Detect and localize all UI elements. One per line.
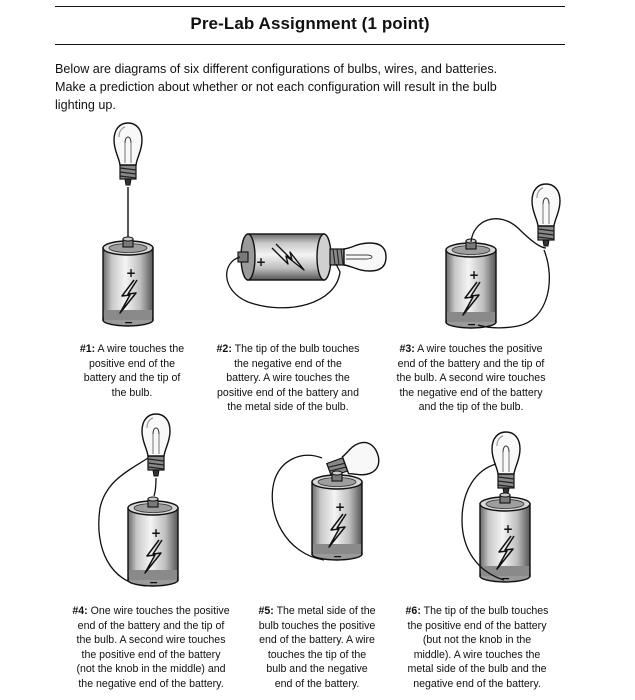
caption-3-line: end of the battery and the tip of [397, 357, 545, 370]
battery-bulb-diagram-5 [262, 430, 392, 590]
caption-4-line: the negative end of the battery. [78, 677, 224, 690]
caption-6-line: negative end of the battery. [413, 677, 541, 690]
caption-6-line: The tip of the bulb touches [423, 605, 549, 617]
caption-6-line: middle). A wire touches the [413, 648, 541, 661]
top-rule [55, 6, 565, 7]
caption-1-line: battery and the tip of [83, 372, 181, 385]
caption-5-number: #5: [258, 605, 274, 617]
caption-5-line: bulb touches the positive [258, 619, 376, 632]
title-rule [55, 44, 565, 45]
caption-4 [58, 604, 244, 692]
caption-5-line: bulb and the negative [266, 663, 368, 676]
caption-6 [388, 604, 566, 692]
caption-1-line: the bulb. [111, 386, 153, 399]
battery-bulb-diagram-6 [440, 430, 570, 600]
caption-4-line: the positive end of the battery [81, 648, 221, 661]
caption-2-line: battery. A wire touches the [226, 372, 350, 385]
caption-2-line: The tip of the bulb touches [234, 343, 360, 355]
caption-1-line: positive end of the [89, 357, 175, 370]
caption-3-number: #3: [399, 343, 415, 355]
caption-2 [200, 342, 376, 415]
page-title: Pre-Lab Assignment (1 point) [190, 14, 430, 33]
caption-1 [62, 342, 202, 400]
caption-5 [244, 604, 390, 692]
caption-6-line: the positive end of the battery [407, 619, 547, 632]
caption-3 [378, 342, 564, 415]
caption-6-line: metal side of the bulb and the [407, 663, 547, 676]
caption-5-line: end of the battery. [274, 677, 360, 690]
caption-5-line: The metal side of the [276, 605, 376, 617]
caption-4-line: end of the battery and the tip of [77, 619, 225, 632]
intro-text [55, 60, 565, 114]
caption-3-line: and the tip of the bulb. [418, 401, 524, 414]
caption-6-number: #6: [405, 605, 421, 617]
battery-bulb-diagram-1 [70, 112, 190, 337]
intro-line-2: Make a prediction about whether or not each configuration will result in the bulb [55, 80, 497, 94]
caption-1-line: A wire touches the [97, 343, 185, 355]
caption-2-line: the metal side of the bulb. [227, 401, 349, 414]
caption-6-line: (but not the knob in the [422, 634, 532, 647]
caption-5-line: touches the tip of the [267, 648, 367, 661]
caption-3-line: the bulb. A second wire touches [396, 372, 546, 385]
caption-4-number: #4: [72, 605, 88, 617]
battery-bulb-diagram-3 [418, 170, 568, 340]
intro-line-3: lighting up. [55, 98, 116, 112]
caption-2-line: positive end of the battery and [217, 386, 359, 399]
caption-3-line: the negative end of the battery [399, 386, 543, 399]
caption-2-line: the negative end of the [234, 357, 342, 370]
caption-1-number: #1: [79, 343, 96, 355]
caption-3-line: A wire touches the positive [417, 343, 543, 355]
intro-line-1: Below are diagrams of six different configurations of bulbs, wires, and batteries. [55, 62, 498, 76]
svg-text:+: + [256, 255, 267, 269]
battery-bulb-diagram-4 [90, 408, 210, 600]
caption-4-line: the bulb. A second wire touches [76, 634, 226, 647]
caption-5-line: end of the battery. A wire [259, 634, 375, 647]
battery-bulb-diagram-2 [218, 212, 388, 322]
caption-4-line: One wire touches the positive [90, 605, 230, 617]
caption-4-line: (not the knob in the middle) and [76, 663, 226, 676]
caption-2-number: #2: [216, 343, 232, 355]
